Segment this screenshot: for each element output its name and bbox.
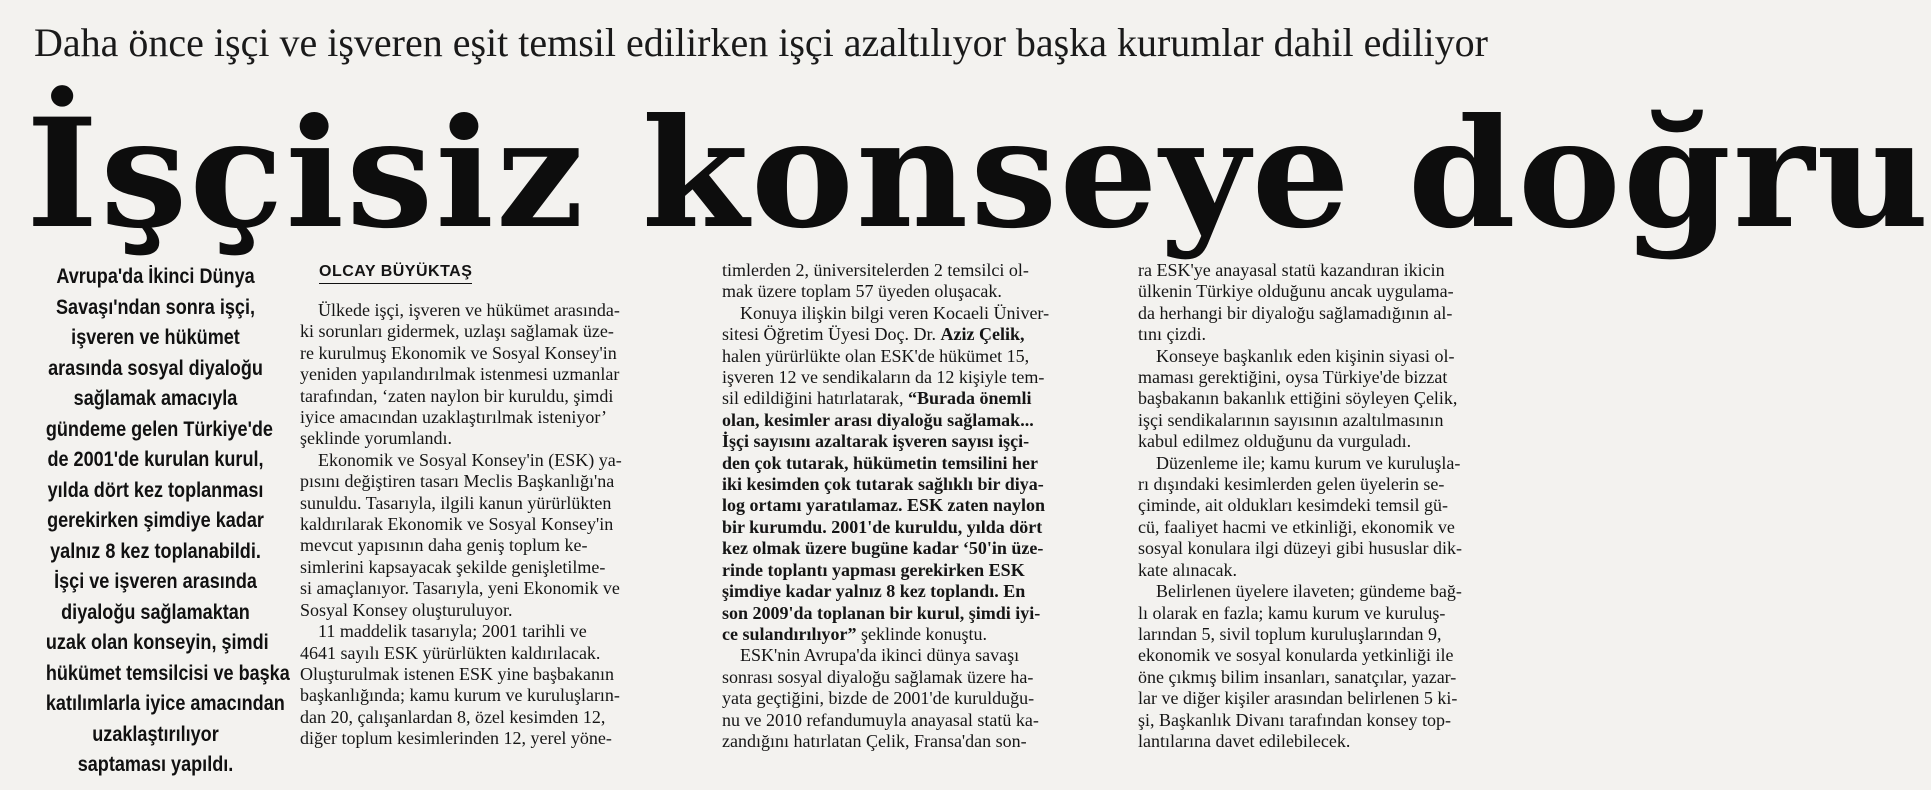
body-line: Konuya ilişkin bilgi veren Kocaeli Üniver-: [740, 302, 1050, 323]
spot-line: İşçi ve işveren arasında: [54, 570, 257, 593]
body-line: şi, Başkanlık Divanı tarafından konsey top-: [1138, 709, 1451, 730]
body-line: sosyal konulara ilgi düzeyi gibi hususlar dik-: [1138, 538, 1462, 559]
spot-line: de 2001'de kurulan kurul,: [47, 448, 264, 471]
body-line: rı dışındaki kesimlerden gelen üyelerin se-: [1138, 474, 1445, 495]
body-line: Sosyal Konsey oluşturuluyor.: [300, 599, 513, 620]
body-line: Oluşturulmak istenen ESK yine başbakanın: [300, 663, 614, 684]
body-line: yata geçtiğini, bizde de 2001'de kurulduğu-: [722, 688, 1035, 709]
body-line: [722, 388, 1114, 409]
body-column-3: [1138, 260, 1524, 752]
spot-line: gerekirken şimdiye kadar: [47, 509, 264, 532]
spot-line: Savaşı'ndan sonra işçi,: [55, 295, 256, 319]
body-line: mevcut yapısının daha geniş toplum ke-: [300, 535, 588, 556]
body-line: Ülkede işçi, işveren ve hükümet arasında-: [318, 300, 620, 320]
body-line: [722, 324, 1114, 345]
quote-line: bir kurumdu. 2001'de kuruldu, yılda dört: [722, 516, 1043, 537]
body-line: da herhangi bir diyaloğu sağlamadığının al-: [1138, 302, 1453, 323]
spot-line: diyaloğu sağlamaktan: [61, 600, 250, 624]
body-line: timlerden 2, üniversitelerden 2 temsilci ol-: [722, 260, 1029, 280]
body-line: işveren 12 ve sendikaların da 12 kişiyle tem-: [722, 367, 1045, 388]
body-line: Ekonomik ve Sosyal Konsey'in (ESK) ya-: [318, 449, 622, 470]
body-line: başkanlığında; kamu kurum ve kuruluşların-: [300, 685, 620, 706]
quote-line: den çok tutarak, hükümetin temsilini her: [722, 452, 1039, 473]
body-line: larından 5, sivil toplum kuruluşlarından 9,: [1138, 623, 1442, 644]
body-line: zandığını hatırlatan Çelik, Fransa'dan son-: [722, 730, 1027, 751]
headline: İşçisiz konseye doğru: [26, 86, 1931, 262]
body-line: ekonomik ve sosyal konularda yetkinliği ile: [1138, 645, 1454, 666]
body-line: maması gerektiğini, oysa Türkiye'de bizzat: [1138, 367, 1448, 388]
quote-line: log ortamı yaratılamaz. ESK zaten naylon: [722, 495, 1045, 516]
spot-line: uzak olan konseyin, şimdi: [45, 631, 269, 654]
quote-line: iki kesimden çok tutarak sağlıklı bir diya-: [722, 474, 1044, 495]
quote-line: olan, kesimler arası diyaloğu sağlamak...: [722, 409, 1034, 430]
body-line: başbakanın bakanlık ettiğini söyleyen Çelik,: [1138, 388, 1458, 409]
quote-line: son 2009'da toplanan bir kurul, şimdi iyi-: [722, 602, 1041, 623]
quote-line: İşçi sayısını azaltarak işveren sayısı işçi-: [722, 431, 1030, 452]
body-line: mak üzere toplam 57 üyeden oluşacak.: [722, 281, 1002, 302]
spot-line: sağlamak amacıyla: [73, 387, 238, 410]
byline: OLCAY BÜYÜKTAŞ: [319, 262, 472, 284]
body-line: diğer toplum kesimlerinden 12, yerel yöne-: [300, 728, 612, 749]
body-line: öne çıkmış bilim insanları, sanatçılar, yazar-: [1138, 666, 1457, 687]
spot-line: katılımlarla iyice amacından: [45, 692, 285, 715]
body-column-1: [300, 300, 690, 750]
quote-line: şimdiye kadar yalnız 8 kez toplandı. En: [722, 581, 1026, 602]
quoted-name: Aziz Çelik,: [940, 324, 1025, 345]
body-line: lar ve diğer kişiler arasından belirlenen 5 ki-: [1138, 688, 1458, 709]
body-line: tarafından, ‘zaten naylon bir kuruldu, şimdi: [300, 385, 614, 406]
spot-line: yılda dört kez toplanması: [47, 478, 264, 502]
body-line: sunuldu. Tasarıyla, ilgili kanun yürürlükten: [300, 492, 612, 513]
body-line: şeklinde yorumlandı.: [300, 428, 452, 449]
spot-line: arasında sosyal diyaloğu: [48, 356, 263, 380]
body-line: cü, faaliyet hacmi ve etkinliği, ekonomik ve: [1138, 516, 1455, 537]
body-line: halen yürürlükte olan ESK'de hükümet 15,: [722, 345, 1030, 366]
body-line: ra ESK'ye anayasal statü kazandıran ikicin: [1138, 260, 1445, 280]
body-line: çiminde, ait oldukları kesimdeki temsil gü-: [1138, 495, 1448, 516]
spot-line: uzaklaştırılıyor: [92, 722, 219, 746]
body-line: işçi sendikalarının sayısının azaltılmasının: [1138, 409, 1444, 430]
quote-line: rinde toplantı yapması gerekirken ESK: [722, 559, 1025, 580]
body-line: kate alınacak.: [1138, 559, 1237, 580]
spot-line: gündeme gelen Türkiye'de: [45, 417, 273, 441]
body-line: yeniden yapılandırılmak istenmesi uzmanlar: [300, 364, 620, 385]
spot-line: işveren ve hükümet: [71, 326, 240, 349]
quote-end: ce sulandırılıyor”: [722, 623, 857, 644]
body-line: lantılarına davet edilebilecek.: [1138, 730, 1351, 751]
body-line: si amaçlanıyor. Tasarıyla, yeni Ekonomik ve: [300, 578, 620, 599]
quote-line: kez olmak üzere bugüne kadar ‘50'in üze-: [722, 538, 1044, 559]
body-line: Düzenleme ile; kamu kurum ve kuruluşla-: [1156, 452, 1461, 473]
body-line: nu ve 2010 refandumuyla anayasal statü ka-: [722, 709, 1039, 730]
body-line: pısını değiştiren tasarı Meclis Başkanlığı'na: [300, 471, 615, 492]
body-line: dan 20, çalışanlardan 8, özel kesimden 12,: [300, 706, 606, 727]
kicker: Daha önce işçi ve işveren eşit temsil edilirken işçi azaltılıyor başka kurumlar dahil ediliyor: [34, 20, 1488, 65]
spot-line: hükümet temsilcisi ve başka: [45, 661, 290, 685]
body-line: ki sorunları gidermek, uzlaşı sağlamak üze-: [300, 321, 614, 342]
spot-line: saptaması yapıldı.: [77, 753, 234, 776]
body-line-part: sitesi Öğretim Üyesi Doç. Dr.: [722, 324, 936, 345]
body-line: [722, 624, 1114, 645]
body-line-part: sil edildiğini hatırlatarak,: [722, 388, 904, 409]
body-column-2: [722, 260, 1114, 752]
body-line: iyice amacından uzaklaştırılmak isteniyor’: [300, 407, 608, 428]
body-line: simlerini kapsayacak şekilde genişletilme-: [300, 556, 606, 577]
body-line: sonrası sosyal diyaloğu sağlamak üzere ha-: [722, 666, 1034, 687]
body-line: Konseye başkanlık eden kişinin siyasi ol-: [1156, 345, 1455, 366]
body-line: 11 maddelik tasarıyla; 2001 tarihli ve: [318, 621, 587, 642]
spot-line: yalnız 8 kez toplanabildi.: [50, 539, 261, 563]
body-line: Belirlenen üyelere ilaveten; gündeme bağ-: [1156, 581, 1462, 602]
body-line: lı olarak en fazla; kamu kurum ve kuruluş-: [1138, 602, 1446, 623]
body-line: kaldırılarak Ekonomik ve Sosyal Konsey'in: [300, 514, 614, 535]
body-line: tını çizdi.: [1138, 324, 1206, 345]
body-line-part: şeklinde konuştu.: [861, 623, 987, 644]
quote-start: “Burada önemli: [907, 388, 1032, 409]
body-line: ESK'nin Avrupa'da ikinci dünya savaşı: [740, 645, 1020, 666]
body-line: ülkenin Türkiye olduğunu ancak uygulama-: [1138, 281, 1454, 302]
body-line: 4641 sayılı ESK yürürlükten kaldırılacak.: [300, 642, 601, 663]
spot-line: Avrupa'da İkinci Dünya: [56, 265, 255, 288]
body-line: re kurulmuş Ekonomik ve Sosyal Konsey'in: [300, 342, 617, 363]
body-line: kabul edilmez olduğunu da vurguladı.: [1138, 431, 1412, 452]
spot-text: [45, 262, 290, 781]
